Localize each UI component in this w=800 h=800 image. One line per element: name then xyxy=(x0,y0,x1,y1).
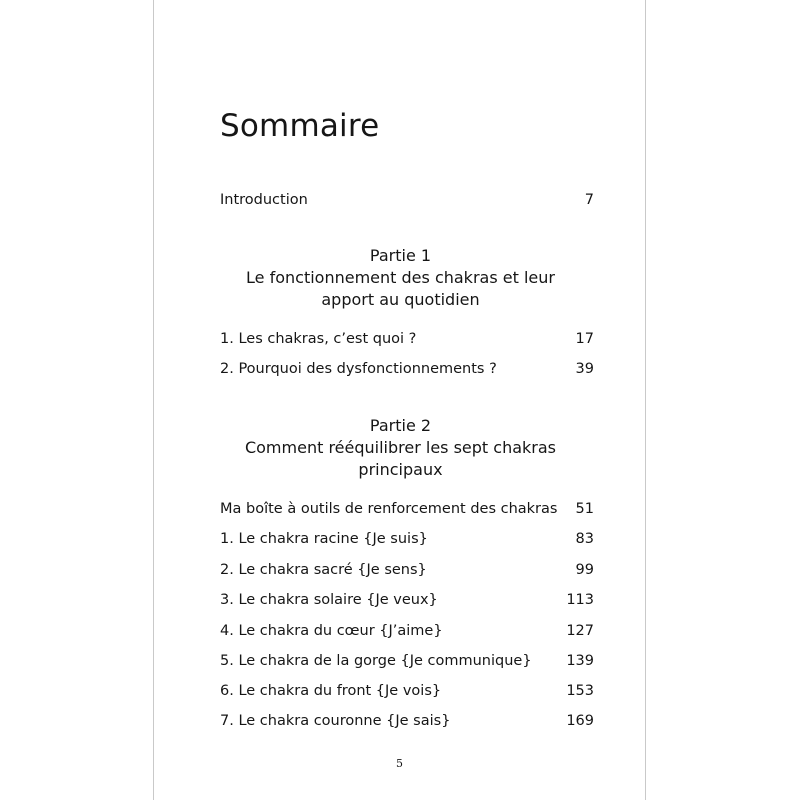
toc-entry-page: 169 xyxy=(566,713,594,729)
toc-entry[interactable] xyxy=(220,328,594,350)
toc-entry[interactable] xyxy=(220,528,594,550)
toc-entry-page: 17 xyxy=(575,331,594,347)
toc-entry-label: 5. Le chakra de la gorge {Je communique} xyxy=(220,653,532,669)
toc-entry[interactable] xyxy=(220,710,594,732)
toc-entry-page: 113 xyxy=(566,592,594,608)
toc-entry[interactable] xyxy=(220,620,594,642)
page-number: 5 xyxy=(396,757,403,770)
toc-entry-page: 153 xyxy=(566,683,594,699)
toc-entry[interactable] xyxy=(220,498,594,520)
toc-entry-label: 2. Le chakra sacré {Je sens} xyxy=(220,562,427,578)
toc-entry-page: 127 xyxy=(566,623,594,639)
part-2-subtitle-line2: principaux xyxy=(358,460,443,479)
toc-entry-label: Introduction xyxy=(220,192,308,208)
toc-entry[interactable] xyxy=(220,589,594,611)
toc-entry[interactable] xyxy=(220,680,594,702)
toc-entry-label: Ma boîte à outils de renforcement des chakras xyxy=(220,501,558,517)
toc-entry-label: 1. Le chakra racine {Je suis} xyxy=(220,531,428,547)
part-2-heading: Partie 2 xyxy=(369,416,432,435)
toc-entry-introduction[interactable] xyxy=(220,189,594,211)
part-1-heading: Partie 1 xyxy=(369,246,432,265)
toc-entry-page: 99 xyxy=(575,562,594,578)
toc-entry[interactable] xyxy=(220,650,594,672)
page-title: Sommaire xyxy=(220,108,380,144)
toc-entry-page: 39 xyxy=(575,361,594,377)
toc-entry-label: 6. Le chakra du front {Je vois} xyxy=(220,683,442,699)
part-1-subtitle-line1: Le fonctionnement des chakras et leur xyxy=(246,268,555,287)
toc-entry-page: 83 xyxy=(575,531,594,547)
toc-entry[interactable] xyxy=(220,559,594,581)
toc-entry-label: 7. Le chakra couronne {Je sais} xyxy=(220,713,451,729)
part-1-header xyxy=(194,245,607,311)
toc-entry-label: 3. Le chakra solaire {Je veux} xyxy=(220,592,438,608)
toc-entry-page: 139 xyxy=(566,653,594,669)
part-2-subtitle-line1: Comment rééquilibrer les sept chakras xyxy=(244,438,557,457)
toc-entry-label: 2. Pourquoi des dysfonctionnements ? xyxy=(220,361,497,377)
toc-entry-page: 51 xyxy=(575,501,594,517)
toc-entry[interactable] xyxy=(220,358,594,380)
part-2-header xyxy=(194,415,607,481)
toc-entry-label: 1. Les chakras, c’est quoi ? xyxy=(220,331,417,347)
toc-entry-label: 4. Le chakra du cœur {J’aime} xyxy=(220,623,443,639)
toc-entry-page: 7 xyxy=(584,192,594,208)
book-page xyxy=(153,0,646,800)
part-1-subtitle-line2: apport au quotidien xyxy=(321,290,480,309)
